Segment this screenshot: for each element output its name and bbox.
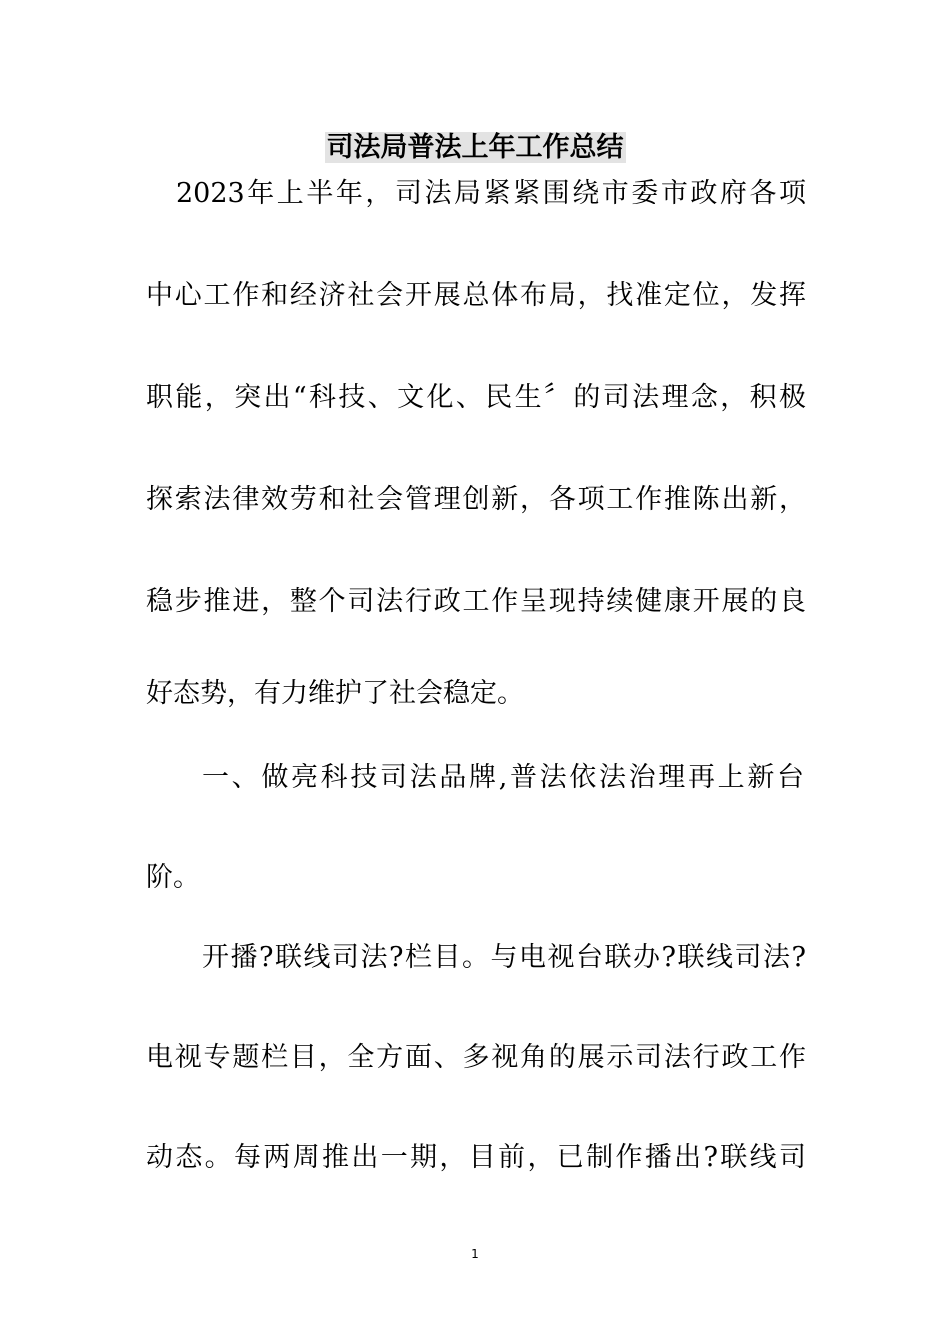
document-title [0, 128, 950, 168]
body-line-2: 中心工作和经济社会开展总体布局，找准定位，发挥 [146, 280, 806, 311]
document-title-text: 司法局普法上年工作总结 [326, 132, 624, 163]
body-line-6: 好态势，有力维护了社会稳定。 [146, 678, 524, 709]
section-heading-line-2: 阶。 [146, 862, 200, 893]
section-heading-line-1: 一、做亮科技司法品牌,普法依法治理再上新台 [202, 762, 804, 793]
body-line-7: 开播?联线司法?栏目。与电视台联办?联线司法? [202, 942, 806, 973]
body-line-8: 电视专题栏目，全方面、多视角的展示司法行政工作 [146, 1042, 806, 1073]
body-line-4: 探索法律效劳和社会管理创新，各项工作推陈出新， [146, 484, 806, 515]
body-line-3: 职能，突出“科技、文化、民生〞的司法理念，积极 [146, 382, 806, 413]
body-line-9: 动态。每两周推出一期，目前，已制作播出?联线司 [146, 1142, 806, 1173]
body-line-1: 2023年上半年，司法局紧紧围绕市委市政府各项 [176, 178, 806, 209]
body-line-5: 稳步推进，整个司法行政工作呈现持续健康开展的良 [146, 586, 806, 617]
page-number: 1 [471, 1247, 479, 1261]
